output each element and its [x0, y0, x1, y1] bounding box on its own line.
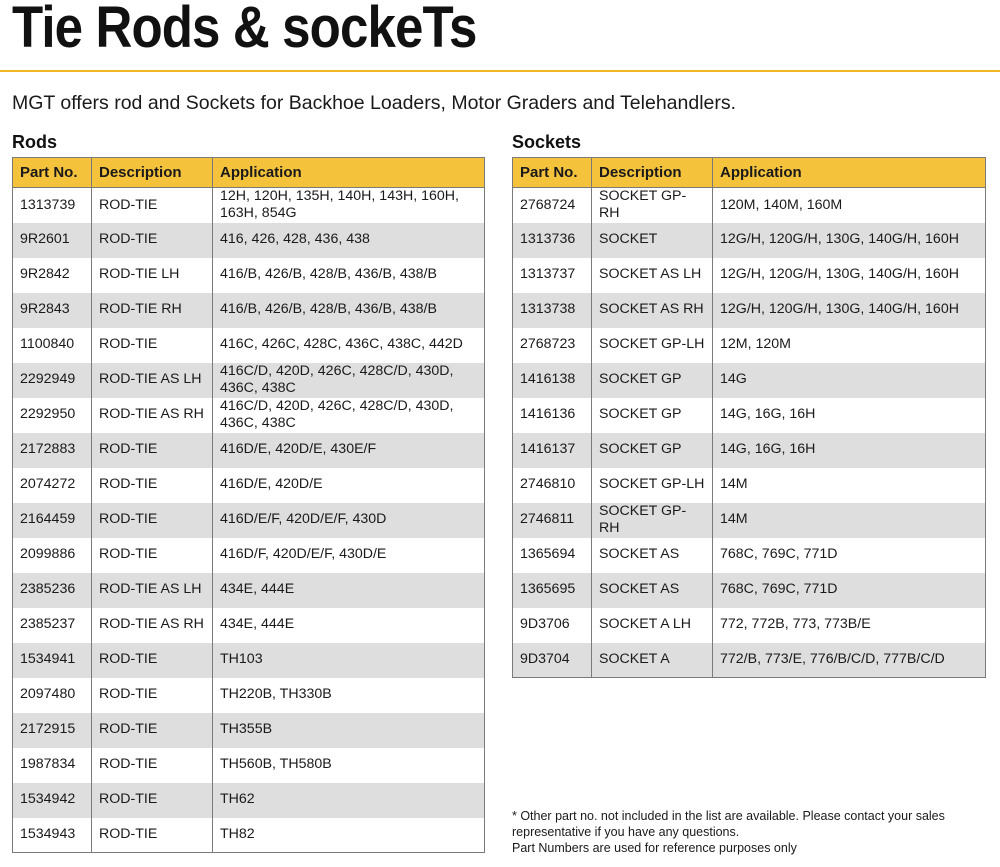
application-cell: 14G: [713, 363, 986, 398]
table-row: [513, 328, 986, 363]
part-no-cell: 2097480: [13, 678, 92, 713]
part-no-cell: 9R2843: [13, 293, 92, 328]
footnote-line: * Other part no. not included in the list are available. Please contact your sales: [512, 809, 945, 823]
description-cell: SOCKET AS: [592, 573, 713, 608]
application-cell: TH82: [213, 818, 485, 853]
description-cell: ROD-TIE: [92, 223, 213, 258]
description-cell: SOCKET A: [592, 643, 713, 678]
rods-col-application: Application: [213, 158, 485, 188]
description-cell: ROD-TIE: [92, 783, 213, 818]
part-no-cell: 1313736: [513, 223, 592, 258]
part-no-cell: 1313737: [513, 258, 592, 293]
table-row: [513, 503, 986, 538]
table-row: [513, 188, 986, 223]
application-cell: 416D/F, 420D/E/F, 430D/E: [213, 538, 485, 573]
part-no-cell: 1534942: [13, 783, 92, 818]
part-no-cell: 2292949: [13, 363, 92, 398]
description-cell: ROD-TIE AS LH: [92, 363, 213, 398]
table-row: [513, 468, 986, 503]
part-no-cell: 1534943: [13, 818, 92, 853]
table-row: [13, 328, 485, 363]
part-no-cell: 9D3706: [513, 608, 592, 643]
table-row: [513, 223, 986, 258]
part-no-cell: 2292950: [13, 398, 92, 433]
application-cell: 768C, 769C, 771D: [713, 538, 986, 573]
part-no-cell: 2074272: [13, 468, 92, 503]
description-cell: SOCKET GP-RH: [592, 503, 713, 538]
description-cell: ROD-TIE AS RH: [92, 608, 213, 643]
table-row: [513, 643, 986, 678]
description-cell: ROD-TIE: [92, 748, 213, 783]
table-row: [13, 223, 485, 258]
application-cell: 416C/D, 420D, 426C, 428C/D, 430D, 436C, 438C: [213, 398, 485, 433]
part-no-cell: 2385237: [13, 608, 92, 643]
table-row: [513, 433, 986, 468]
application-cell: 416D/E, 420D/E, 430E/F: [213, 433, 485, 468]
rods-col-part-no: Part No.: [13, 158, 92, 188]
table-row: [513, 538, 986, 573]
table-row: [13, 293, 485, 328]
application-cell: TH355B: [213, 713, 485, 748]
description-cell: ROD-TIE RH: [92, 293, 213, 328]
table-row: [13, 643, 485, 678]
application-cell: 14G, 16G, 16H: [713, 433, 986, 468]
part-no-cell: 2746811: [513, 503, 592, 538]
description-cell: SOCKET GP: [592, 363, 713, 398]
table-row: [513, 573, 986, 608]
description-cell: ROD-TIE AS LH: [92, 573, 213, 608]
sockets-heading: Sockets: [512, 132, 582, 152]
part-no-cell: 9R2842: [13, 258, 92, 293]
table-row: [13, 573, 485, 608]
description-cell: SOCKET GP-RH: [592, 188, 713, 223]
part-no-cell: 1416136: [513, 398, 592, 433]
sockets-table-body: [513, 188, 986, 678]
application-cell: 12G/H, 120G/H, 130G, 140G/H, 160H: [713, 258, 986, 293]
part-no-cell: 2164459: [13, 503, 92, 538]
description-cell: SOCKET GP-LH: [592, 468, 713, 503]
sockets-col-application: Application: [713, 158, 986, 188]
rods-table: [12, 157, 485, 853]
application-cell: 416C, 426C, 428C, 436C, 438C, 442D: [213, 328, 485, 363]
sockets-col-part-no: Part No.: [513, 158, 592, 188]
rods-heading: Rods: [12, 132, 57, 152]
part-no-cell: 1313739: [13, 188, 92, 223]
description-cell: SOCKET AS: [592, 538, 713, 573]
sockets-col-description: Description: [592, 158, 713, 188]
table-row: [513, 293, 986, 328]
part-no-cell: 2768724: [513, 188, 592, 223]
title-divider: [0, 70, 1000, 72]
application-cell: 14G, 16G, 16H: [713, 398, 986, 433]
application-cell: 120M, 140M, 160M: [713, 188, 986, 223]
application-cell: 434E, 444E: [213, 573, 485, 608]
description-cell: ROD-TIE: [92, 328, 213, 363]
part-no-cell: 1987834: [13, 748, 92, 783]
sockets-table: [512, 157, 986, 678]
part-no-cell: 1365695: [513, 573, 592, 608]
description-cell: SOCKET AS RH: [592, 293, 713, 328]
table-row: [13, 678, 485, 713]
description-cell: ROD-TIE LH: [92, 258, 213, 293]
description-cell: ROD-TIE: [92, 538, 213, 573]
description-cell: ROD-TIE: [92, 188, 213, 223]
application-cell: 416D/E/F, 420D/E/F, 430D: [213, 503, 485, 538]
application-cell: 12G/H, 120G/H, 130G, 140G/H, 160H: [713, 293, 986, 328]
part-no-cell: 1416137: [513, 433, 592, 468]
table-row: [513, 258, 986, 293]
part-no-cell: 1313738: [513, 293, 592, 328]
sockets-header-row: [513, 158, 986, 188]
footnote-line: Part Numbers are used for reference purposes only: [512, 841, 797, 855]
part-no-cell: 1365694: [513, 538, 592, 573]
description-cell: ROD-TIE: [92, 468, 213, 503]
description-cell: SOCKET A LH: [592, 608, 713, 643]
description-cell: ROD-TIE: [92, 433, 213, 468]
table-row: [513, 608, 986, 643]
application-cell: 416, 426, 428, 436, 438: [213, 223, 485, 258]
part-no-cell: 2385236: [13, 573, 92, 608]
table-row: [13, 433, 485, 468]
table-row: [13, 608, 485, 643]
table-row: [13, 468, 485, 503]
page-title: Tie Rods & sockeTs: [12, 0, 477, 60]
application-cell: 772, 772B, 773, 773B/E: [713, 608, 986, 643]
part-no-cell: 2172915: [13, 713, 92, 748]
part-no-cell: 2768723: [513, 328, 592, 363]
part-no-cell: 2099886: [13, 538, 92, 573]
intro-text: MGT offers rod and Sockets for Backhoe Loaders, Motor Graders and Telehandlers.: [12, 92, 737, 114]
description-cell: SOCKET: [592, 223, 713, 258]
part-no-cell: 1534941: [13, 643, 92, 678]
description-cell: SOCKET GP-LH: [592, 328, 713, 363]
application-cell: 14M: [713, 468, 986, 503]
application-cell: 416/B, 426/B, 428/B, 436/B, 438/B: [213, 258, 485, 293]
application-cell: 416D/E, 420D/E: [213, 468, 485, 503]
application-cell: TH103: [213, 643, 485, 678]
table-row: [13, 503, 485, 538]
application-cell: 12H, 120H, 135H, 140H, 143H, 160H, 163H, 854G: [213, 188, 485, 223]
description-cell: SOCKET GP: [592, 433, 713, 468]
table-row: [13, 713, 485, 748]
description-cell: ROD-TIE: [92, 713, 213, 748]
table-row: [13, 748, 485, 783]
table-row: [13, 783, 485, 818]
part-no-cell: 1100840: [13, 328, 92, 363]
table-row: [13, 363, 485, 398]
part-no-cell: 9D3704: [513, 643, 592, 678]
application-cell: 14M: [713, 503, 986, 538]
footnote-line: representative if you have any questions.: [512, 825, 740, 839]
part-no-cell: 9R2601: [13, 223, 92, 258]
part-no-cell: 2746810: [513, 468, 592, 503]
description-cell: ROD-TIE: [92, 503, 213, 538]
table-row: [513, 363, 986, 398]
application-cell: 416/B, 426/B, 428/B, 436/B, 438/B: [213, 293, 485, 328]
description-cell: ROD-TIE: [92, 678, 213, 713]
table-row: [13, 818, 485, 853]
table-row: [13, 538, 485, 573]
rods-header-row: [13, 158, 485, 188]
rods-table-body: [13, 188, 485, 853]
description-cell: ROD-TIE AS RH: [92, 398, 213, 433]
application-cell: 768C, 769C, 771D: [713, 573, 986, 608]
application-cell: 434E, 444E: [213, 608, 485, 643]
description-cell: ROD-TIE: [92, 643, 213, 678]
rods-col-description: Description: [92, 158, 213, 188]
part-no-cell: 1416138: [513, 363, 592, 398]
application-cell: TH220B, TH330B: [213, 678, 485, 713]
description-cell: SOCKET AS LH: [592, 258, 713, 293]
table-row: [13, 188, 485, 223]
table-row: [513, 398, 986, 433]
application-cell: TH560B, TH580B: [213, 748, 485, 783]
application-cell: 416C/D, 420D, 426C, 428C/D, 430D, 436C, 438C: [213, 363, 485, 398]
application-cell: 12M, 120M: [713, 328, 986, 363]
application-cell: TH62: [213, 783, 485, 818]
application-cell: 12G/H, 120G/H, 130G, 140G/H, 160H: [713, 223, 986, 258]
table-row: [13, 258, 485, 293]
description-cell: ROD-TIE: [92, 818, 213, 853]
table-row: [13, 398, 485, 433]
part-no-cell: 2172883: [13, 433, 92, 468]
description-cell: SOCKET GP: [592, 398, 713, 433]
footnote: [512, 808, 992, 856]
application-cell: 772/B, 773/E, 776/B/C/D, 777B/C/D: [713, 643, 986, 678]
